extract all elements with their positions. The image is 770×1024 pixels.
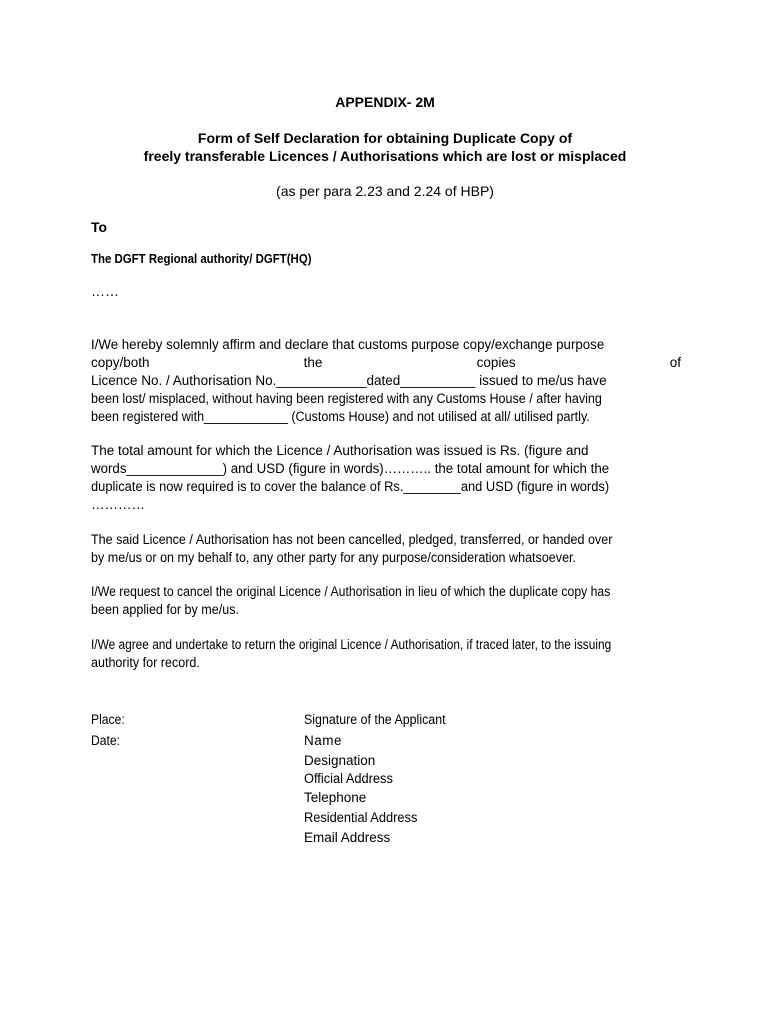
paragraph-line: I/We request to cancel the original Licence / Authorisation in lieu of which the duplicate copy has — [91, 584, 611, 599]
word: of — [669, 355, 681, 370]
page-title: APPENDIX- 2M — [335, 94, 435, 110]
paragraph-line: authority for record. — [91, 655, 200, 670]
addressee: The DGFT Regional authority/ DGFT(HQ) — [91, 251, 312, 266]
word: the — [303, 355, 323, 370]
undertaking-paragraph — [91, 636, 681, 672]
name-label: Name — [304, 733, 343, 748]
designation-label: Designation — [304, 753, 376, 768]
paragraph-line: duplicate is now required is to cover the balance of Rs.________and USD (figure in words) — [91, 479, 610, 494]
official-address-label: Official Address — [304, 771, 393, 786]
amount-paragraph — [91, 442, 681, 514]
paragraph-line: by me/us or on my behalf to, any other party for any purpose/consideration whatsoever. — [91, 550, 577, 565]
word: copies — [476, 355, 516, 370]
paragraph-line: been applied for by me/us. — [91, 602, 239, 617]
paragraph-line: been registered with____________ (Customs House) and not utilised at all/ utilised partly. — [91, 409, 590, 424]
signature-label: Signature of the Applicant — [304, 712, 446, 727]
paragraph-line: The total amount for which the Licence / Authorisation was issued is Rs. (figure and — [91, 443, 589, 458]
addressee-dots: …… — [91, 283, 119, 299]
paragraph-line: I/We agree and undertake to return the original Licence / Authorisation, if traced later, to the issuing — [91, 637, 612, 652]
paragraph-line: Licence No. / Authorisation No.____________dated__________ issued to me/us have — [91, 373, 607, 388]
salutation-to: To — [91, 219, 108, 235]
reference-note: (as per para 2.23 and 2.24 of HBP) — [276, 183, 494, 199]
paragraph-line: been lost/ misplaced, without having been registered with any Customs House / after having — [91, 391, 602, 406]
place-label: Place: — [91, 712, 125, 727]
declaration-paragraph — [91, 336, 681, 426]
residential-address-label: Residential Address — [304, 810, 418, 825]
telephone-label: Telephone — [304, 790, 367, 805]
no-transfer-paragraph — [91, 531, 681, 567]
paragraph-line: I/We hereby solemnly affirm and declare that customs purpose copy/exchange purpose — [91, 337, 605, 352]
email-address-label: Email Address — [304, 830, 391, 845]
word: copy/both — [91, 355, 150, 370]
paragraph-line: words_____________) and USD (figure in words)……….. the total amount for which the — [91, 461, 610, 476]
paragraph-line-justified — [91, 354, 681, 372]
cancel-request-paragraph — [91, 583, 681, 619]
date-label: Date: — [91, 733, 121, 748]
form-subtitle-line-2: freely transferable Licences / Authorisations which are lost or misplaced — [143, 148, 627, 164]
form-subtitle-line-1: Form of Self Declaration for obtaining Duplicate Copy of — [197, 130, 573, 146]
paragraph-line: The said Licence / Authorisation has not been cancelled, pledged, transferred, or handed over — [91, 532, 613, 547]
paragraph-line: ………… — [91, 497, 145, 512]
